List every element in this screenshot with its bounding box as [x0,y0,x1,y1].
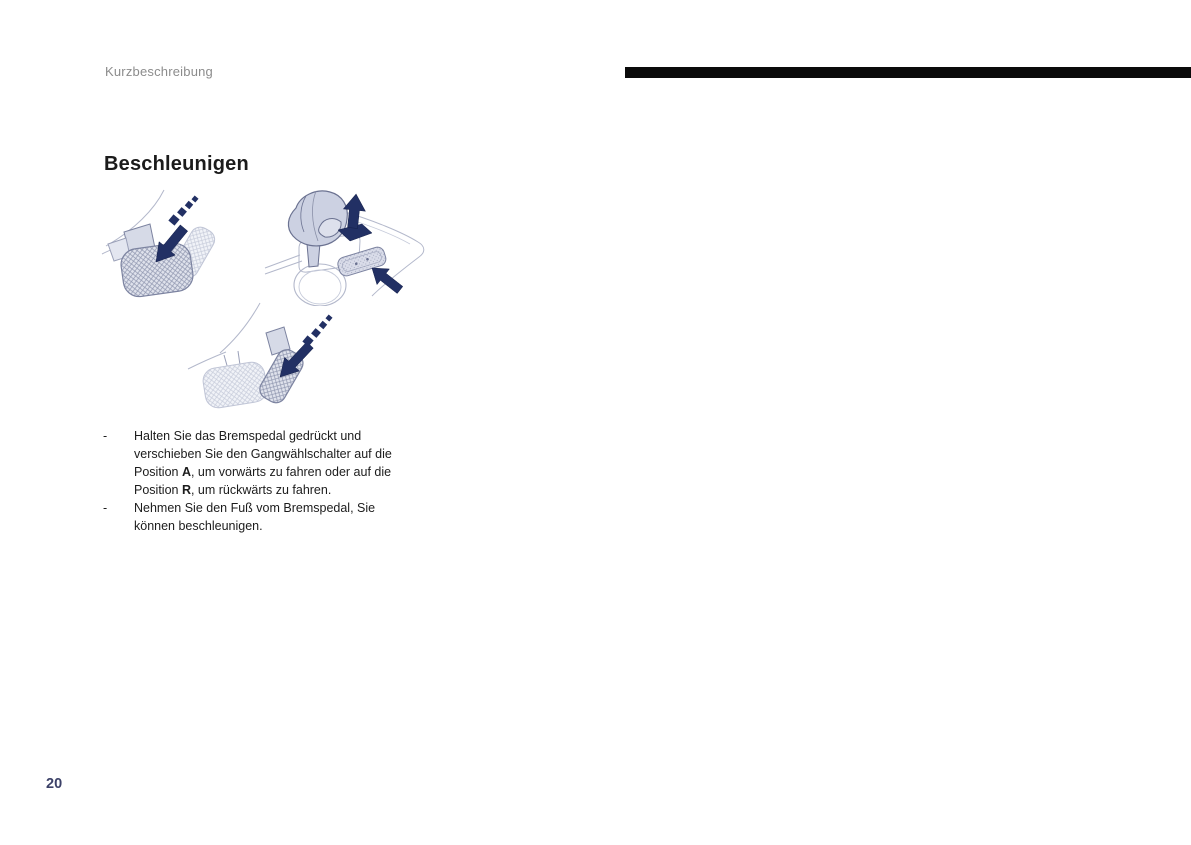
text-segment: Nehmen Sie den Fuß vom Bremspedal, Sie können beschleunigen. [134,501,376,533]
bold-position-r: R [181,483,191,497]
bullet-text [134,499,412,535]
bullet-dash: - [103,429,108,443]
bullet-dash: - [103,501,108,515]
pedal-arm-line [224,351,240,369]
brake-pedal [119,241,195,298]
gear-selector-illustration [262,186,427,306]
floor-line [188,352,226,369]
bold-position-a: A [181,465,191,479]
press-arrow [156,225,188,262]
firewall-contour-line [106,190,164,246]
motion-dot [325,314,332,321]
panel-arrow [372,268,403,294]
motion-dot [168,214,179,225]
firewall-contour-line [220,303,260,353]
console-channel-line [265,255,300,268]
shift-arrow-base [338,224,372,241]
button-panel [336,245,387,277]
selector-base-outline [299,235,360,272]
knob-contour [301,196,306,232]
console-inner-line [348,219,410,244]
motion-dot [319,321,327,329]
selector-stalk [307,243,320,267]
selector-knob [288,191,347,246]
motion-dot [191,195,198,202]
section-header: Kurzbeschreibung [105,64,213,79]
motion-dot [185,201,193,209]
bullet-text [134,427,412,499]
console-outline [345,212,424,296]
accelerator-pedal [256,346,306,406]
console-channel-line [265,261,302,274]
list-item [103,427,412,499]
top-divider-bar [625,67,1191,78]
pedal-bracket [266,327,290,355]
pedal-bracket-flap [108,238,130,261]
cup-ring-outer [294,264,346,306]
knob-contour [312,191,318,241]
page-number: 20 [46,776,63,792]
page-title: Beschleunigen [104,153,249,175]
knob-grip-notch [319,219,341,238]
motion-dot [311,328,321,338]
text-segment: , um rückwärts zu fahren. [190,483,332,497]
brake-pedal [201,360,268,409]
text-segment: Halten Sie das Bremspedal gedrückt und verschieben Sie den Gangwählschalter auf die Position [134,429,392,479]
text-segment: , um vorwärts zu fahren oder auf die Position [134,465,392,497]
instruction-list [103,427,412,535]
motion-dot [302,335,313,346]
motion-dot [177,207,187,217]
press-arrow [280,342,313,377]
accelerator-pedal-press-illustration [180,299,335,411]
shift-up-arrow [342,193,367,229]
list-item [103,499,412,535]
accelerator-pedal [171,223,219,281]
cup-ring-inner [299,270,341,304]
floor-line [102,240,136,254]
pedal-bracket [124,224,155,256]
brake-pedal-press-illustration [100,188,240,303]
